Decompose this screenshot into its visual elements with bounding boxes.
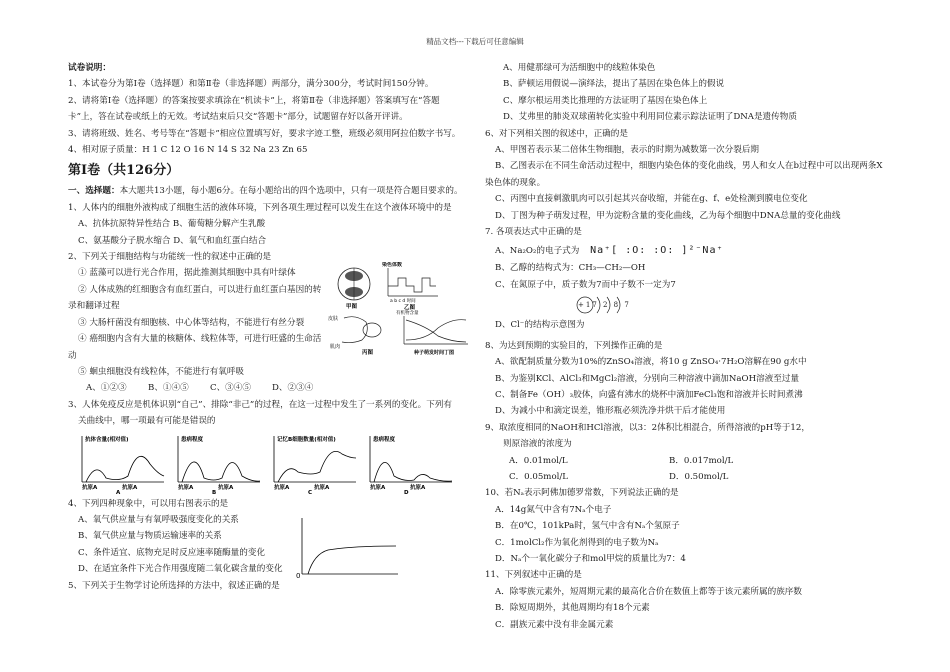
q3-figure-row xyxy=(76,432,463,494)
q7-option-c: C、在氮原子中，质子数为7而中子数不一定为7 xyxy=(495,279,676,290)
q3d-ylabel: 患病程度 xyxy=(373,436,396,443)
figure-yi-ylabel: 染色体数 xyxy=(382,262,403,268)
q10-option: B．在0℃，101kPa时，氢气中含有Nₐ个氢原子 xyxy=(495,521,680,532)
note-line: 3、请将班级、姓名、考号等在“答题卡”相应位置填写好，要求字迹工整，班级必须用阿拉伯数字书写。 xyxy=(68,128,461,139)
figure-ding-label: 种子萌发时间丁图 xyxy=(414,350,455,356)
q11-option: A．除零族元素外，短周期元素的最高化合价在数值上都等于该元素所属的族序数 xyxy=(495,586,802,597)
q3a-letter: A xyxy=(116,489,121,494)
q3a-x2: 抗原A xyxy=(122,484,138,491)
q2-item: ⑤ 蛔虫细胞没有线粒体，不能进行有氧呼吸 xyxy=(78,366,245,377)
note-line: 卡”上，答在试卷或纸上的无效。考试结束后只交“答题卡”部分，试题留存好以备开评讲。 xyxy=(68,112,408,123)
q8-option: C、制备Fe（OH）₃胶体，向盛有沸水的烧杯中滴加FeCl₃饱和溶液并长时间煮沸 xyxy=(495,389,803,400)
page-header: 精品文档---下载后可任意编辑 xyxy=(426,37,524,46)
q2-option-b: B、①④⑤ xyxy=(148,383,189,394)
atom-structure-text: +17 2 8 7 xyxy=(578,301,631,310)
q3-stem: 3、人体免疫反应是机体识别“自己”、排除“非己”的过程，在这一过程中发生了一系列的变化。下列有 xyxy=(68,399,452,410)
q2-option-c: C、③④⑤ xyxy=(210,383,251,394)
figure-jia-label: 甲图 xyxy=(346,304,358,310)
q3b-x2: 抗原A xyxy=(218,484,234,491)
q3a-ylabel: 抗体含量(相对值) xyxy=(85,436,129,443)
q8-option: B、为鉴别KCl、AlCl₃和MgCl₂溶液，分别向三种溶液中滴加NaOH溶液至过量 xyxy=(495,373,800,384)
q7-option-b: B、乙醇的结构式为：CH₃—CH₂—OH xyxy=(495,263,646,274)
q2-item: 动 xyxy=(68,350,77,361)
q1-option: C、氨基酸分子脱水缩合 D、氧气和血红蛋白结合 xyxy=(78,235,267,246)
q2-item: ④ 癌细胞内含有大量的核糖体、线粒体等，可进行旺盛的生命活 xyxy=(78,334,322,345)
q3d-x1: 抗原A xyxy=(370,484,386,491)
right-column xyxy=(485,60,885,633)
q7-option-d: D、Cl⁻的结构示意图为 xyxy=(495,320,585,331)
q3-stem-cont: 关曲线中，哪一项最有可能是错误的 xyxy=(78,416,216,427)
q7-option-a-text: A、Na₂O₂的电子式为 xyxy=(495,246,580,257)
figure-yi-label: 乙图 xyxy=(404,305,416,311)
q4-option: C、条件适宜、底物充足时反应速率随酶量的变化 xyxy=(78,547,266,558)
q6-option: B、乙图表示在不同生命活动过程中，细胞内染色体的变化曲线，男人和女人在b过程中可以出现两条X xyxy=(495,161,883,172)
q8-option: D、为减小中和滴定误差，锥形瓶必须洗净并烘干后才能使用 xyxy=(495,406,726,417)
q3d-letter: D xyxy=(404,489,409,494)
q6-option-cont: 染色体的现象。 xyxy=(485,177,546,188)
q2-option-a: A、①②③ xyxy=(86,383,127,394)
figure-ding-ylabel: 有机物含量 xyxy=(396,311,419,316)
q8-option: A、欲配制质量分数为10%的ZnSO₄溶液，将10 g ZnSO₄·7H₂O溶解在90 g水中 xyxy=(495,357,807,368)
figure-yi-xlabel: a b c d 时间 xyxy=(390,299,416,304)
q5-option: B、萨顿运用假说—演绎法，提出了基因在染色体上的假说 xyxy=(503,79,725,90)
q1-option: A、抗体抗原特异性结合 B、葡萄糖分解产生乳酸 xyxy=(78,219,266,230)
q3b-ylabel: 患病程度 xyxy=(181,436,204,443)
q9-option-d: D．0.50mol/L xyxy=(669,471,729,482)
notes-title: 试卷说明： xyxy=(68,63,111,73)
q3c-x2: 抗原A xyxy=(314,484,330,491)
figure-skin-label: 皮肤 xyxy=(328,316,339,322)
q3-chart-a xyxy=(76,432,168,494)
q3c-letter: C xyxy=(308,489,313,494)
figure-muscle-label: 肌肉 xyxy=(330,344,341,350)
q3-chart-c xyxy=(268,432,360,494)
q1-stem: 1、人体内的细胞外液构成了细胞生活的液体环境，下列各项生理过程可以发生在这个液体环境中的是 xyxy=(68,202,452,213)
q2-item: 录和翻译过程 xyxy=(68,301,120,312)
part1-bold: 一、选择题： xyxy=(68,186,120,197)
q9-options-row2 xyxy=(485,469,885,485)
q7-electron-formula: Na⁺[ :O: :O: ]²⁻Na⁺ xyxy=(590,245,724,257)
figure-bing-label: 丙图 xyxy=(362,350,374,356)
q8-stem: 8、为达到预期的实验目的，下列操作正确的是 xyxy=(485,340,663,351)
part1-heading xyxy=(68,183,463,199)
note-line: 2、请将第Ⅰ卷（选择题）的答案按要求填涂在“机读卡”上，将第Ⅱ卷（非选择题）答案填写在“答题 xyxy=(68,95,440,106)
q10-option: A．14g氮气中含有7Nₐ个电子 xyxy=(495,504,612,515)
q2-item: ③ 大肠杆菌没有细胞核、中心体等结构，不能进行有丝分裂 xyxy=(78,317,305,328)
q3c-x1: 抗原A xyxy=(274,484,290,491)
q11-option: B．除短周期外，其他周期均有18个元素 xyxy=(495,603,650,614)
q9-stem-cont: 则原溶液的浓度为 xyxy=(503,439,572,450)
q3-chart-d xyxy=(364,432,456,494)
q9-option-a: A．0.01mol/L xyxy=(509,455,568,466)
q10-stem: 10、若Nₐ表示阿佛加德罗常数，下列说法正确的是 xyxy=(485,488,679,499)
q9-stem: 9、取浓度相同的NaOH和HCl溶液，以3：2体积比相混合，所得溶液的pH等于12， xyxy=(485,422,810,433)
q3d-x2: 抗原A xyxy=(410,484,426,491)
note-line: 4、相对原子质量：H 1 C 12 O 16 N 14 S 32 Na 23 Zn 65 xyxy=(68,145,308,156)
q2-item: ① 蓝藻可以进行光合作用，据此推测其细胞中具有叶绿体 xyxy=(78,268,296,279)
q2-options xyxy=(68,380,463,396)
q4-option: A、氧气供应量与有氧呼吸强度变化的关系 xyxy=(78,514,239,525)
q3c-ylabel: 记忆B细胞数量(相对值) xyxy=(277,436,336,443)
q2-option-d: D、②③④ xyxy=(272,383,314,394)
q2-item: ② 人体成熟的红细胞含有血红蛋白，可以进行血红蛋白基因的转 xyxy=(78,284,322,295)
q2-figure xyxy=(326,262,476,360)
q11-option: C．副族元素中没有非金属元素 xyxy=(495,619,614,630)
q4-stem: 4、下列四种现象中，可以用右图表示的是 xyxy=(68,498,229,509)
note-line: 1、本试卷分为第Ⅰ卷（选择题）和第Ⅱ卷（非选择题）两部分，满分300分，考试时间150分钟。 xyxy=(68,79,434,90)
q3-chart-b xyxy=(172,432,264,494)
q6-option: C、丙图中直接刺激肌肉可以引起其兴奋收缩，并能在g、f、e处检测到膜电位变化 xyxy=(495,194,808,205)
q2-stem: 2、下列关于细胞结构与功能统一性的叙述中正确的是 xyxy=(68,252,272,263)
q5-option: D、艾弗里的肺炎双球菌转化实验中利用同位素示踪法证明了DNA是遗传物质 xyxy=(503,112,797,123)
q4-option: D、在适宜条件下光合作用强度随二氧化碳含量的变化 xyxy=(78,564,283,575)
q4-option: B、氧气供应量与物质运输速率的关系 xyxy=(78,531,222,542)
q5-stem: 5、下列关于生物学讨论所选择的方法中，叙述正确的是 xyxy=(68,580,280,591)
q7-option-a xyxy=(485,240,885,260)
q4-origin-label: 0 xyxy=(296,572,301,580)
q4-curve-chart xyxy=(292,516,402,582)
q5-option: A、用健那绿可为活细胞中的线粒体染色 xyxy=(503,63,656,73)
section-title: 第Ⅰ卷（共126分） xyxy=(68,163,180,179)
q3b-x1: 抗原A xyxy=(178,484,194,491)
q10-option: D．Nₐ个一氧化碳分子和mol甲烷的质量比为7：4 xyxy=(495,553,686,564)
q6-option: D、丁图为种子萌发过程，甲为淀粉含量的变化曲线，乙为每个细胞中DNA总量的变化曲线 xyxy=(495,210,841,221)
q6-stem: 6、对下列相关图的叙述中，正确的是 xyxy=(485,128,628,139)
part1-text: 本大题共13小题，每小题6分。在每小题给出的四个选项中，只有一项是符合题目要求的。 xyxy=(119,186,463,197)
q3a-x1: 抗原A xyxy=(82,484,98,491)
q9-option-b: B．0.017mol/L xyxy=(669,455,734,466)
q3b-letter: B xyxy=(212,489,217,494)
q9-option-c: C．0.05mol/L xyxy=(509,471,568,482)
q7-atom-diagram xyxy=(485,293,885,317)
q7-stem: 7. 各项表达式中正确的是 xyxy=(485,227,582,238)
q9-options-row1 xyxy=(485,453,885,469)
q5-option: C、摩尔根运用类比推理的方法证明了基因在染色体上 xyxy=(503,95,708,106)
q11-stem: 11、下列叙述中正确的是 xyxy=(485,570,582,581)
q6-option: A、甲图若表示某二倍体生物细胞，表示的时期为减数第一次分裂后期 xyxy=(495,145,760,156)
q10-option: C．1molCl₂作为氧化剂得到的电子数为Nₐ xyxy=(495,537,659,548)
